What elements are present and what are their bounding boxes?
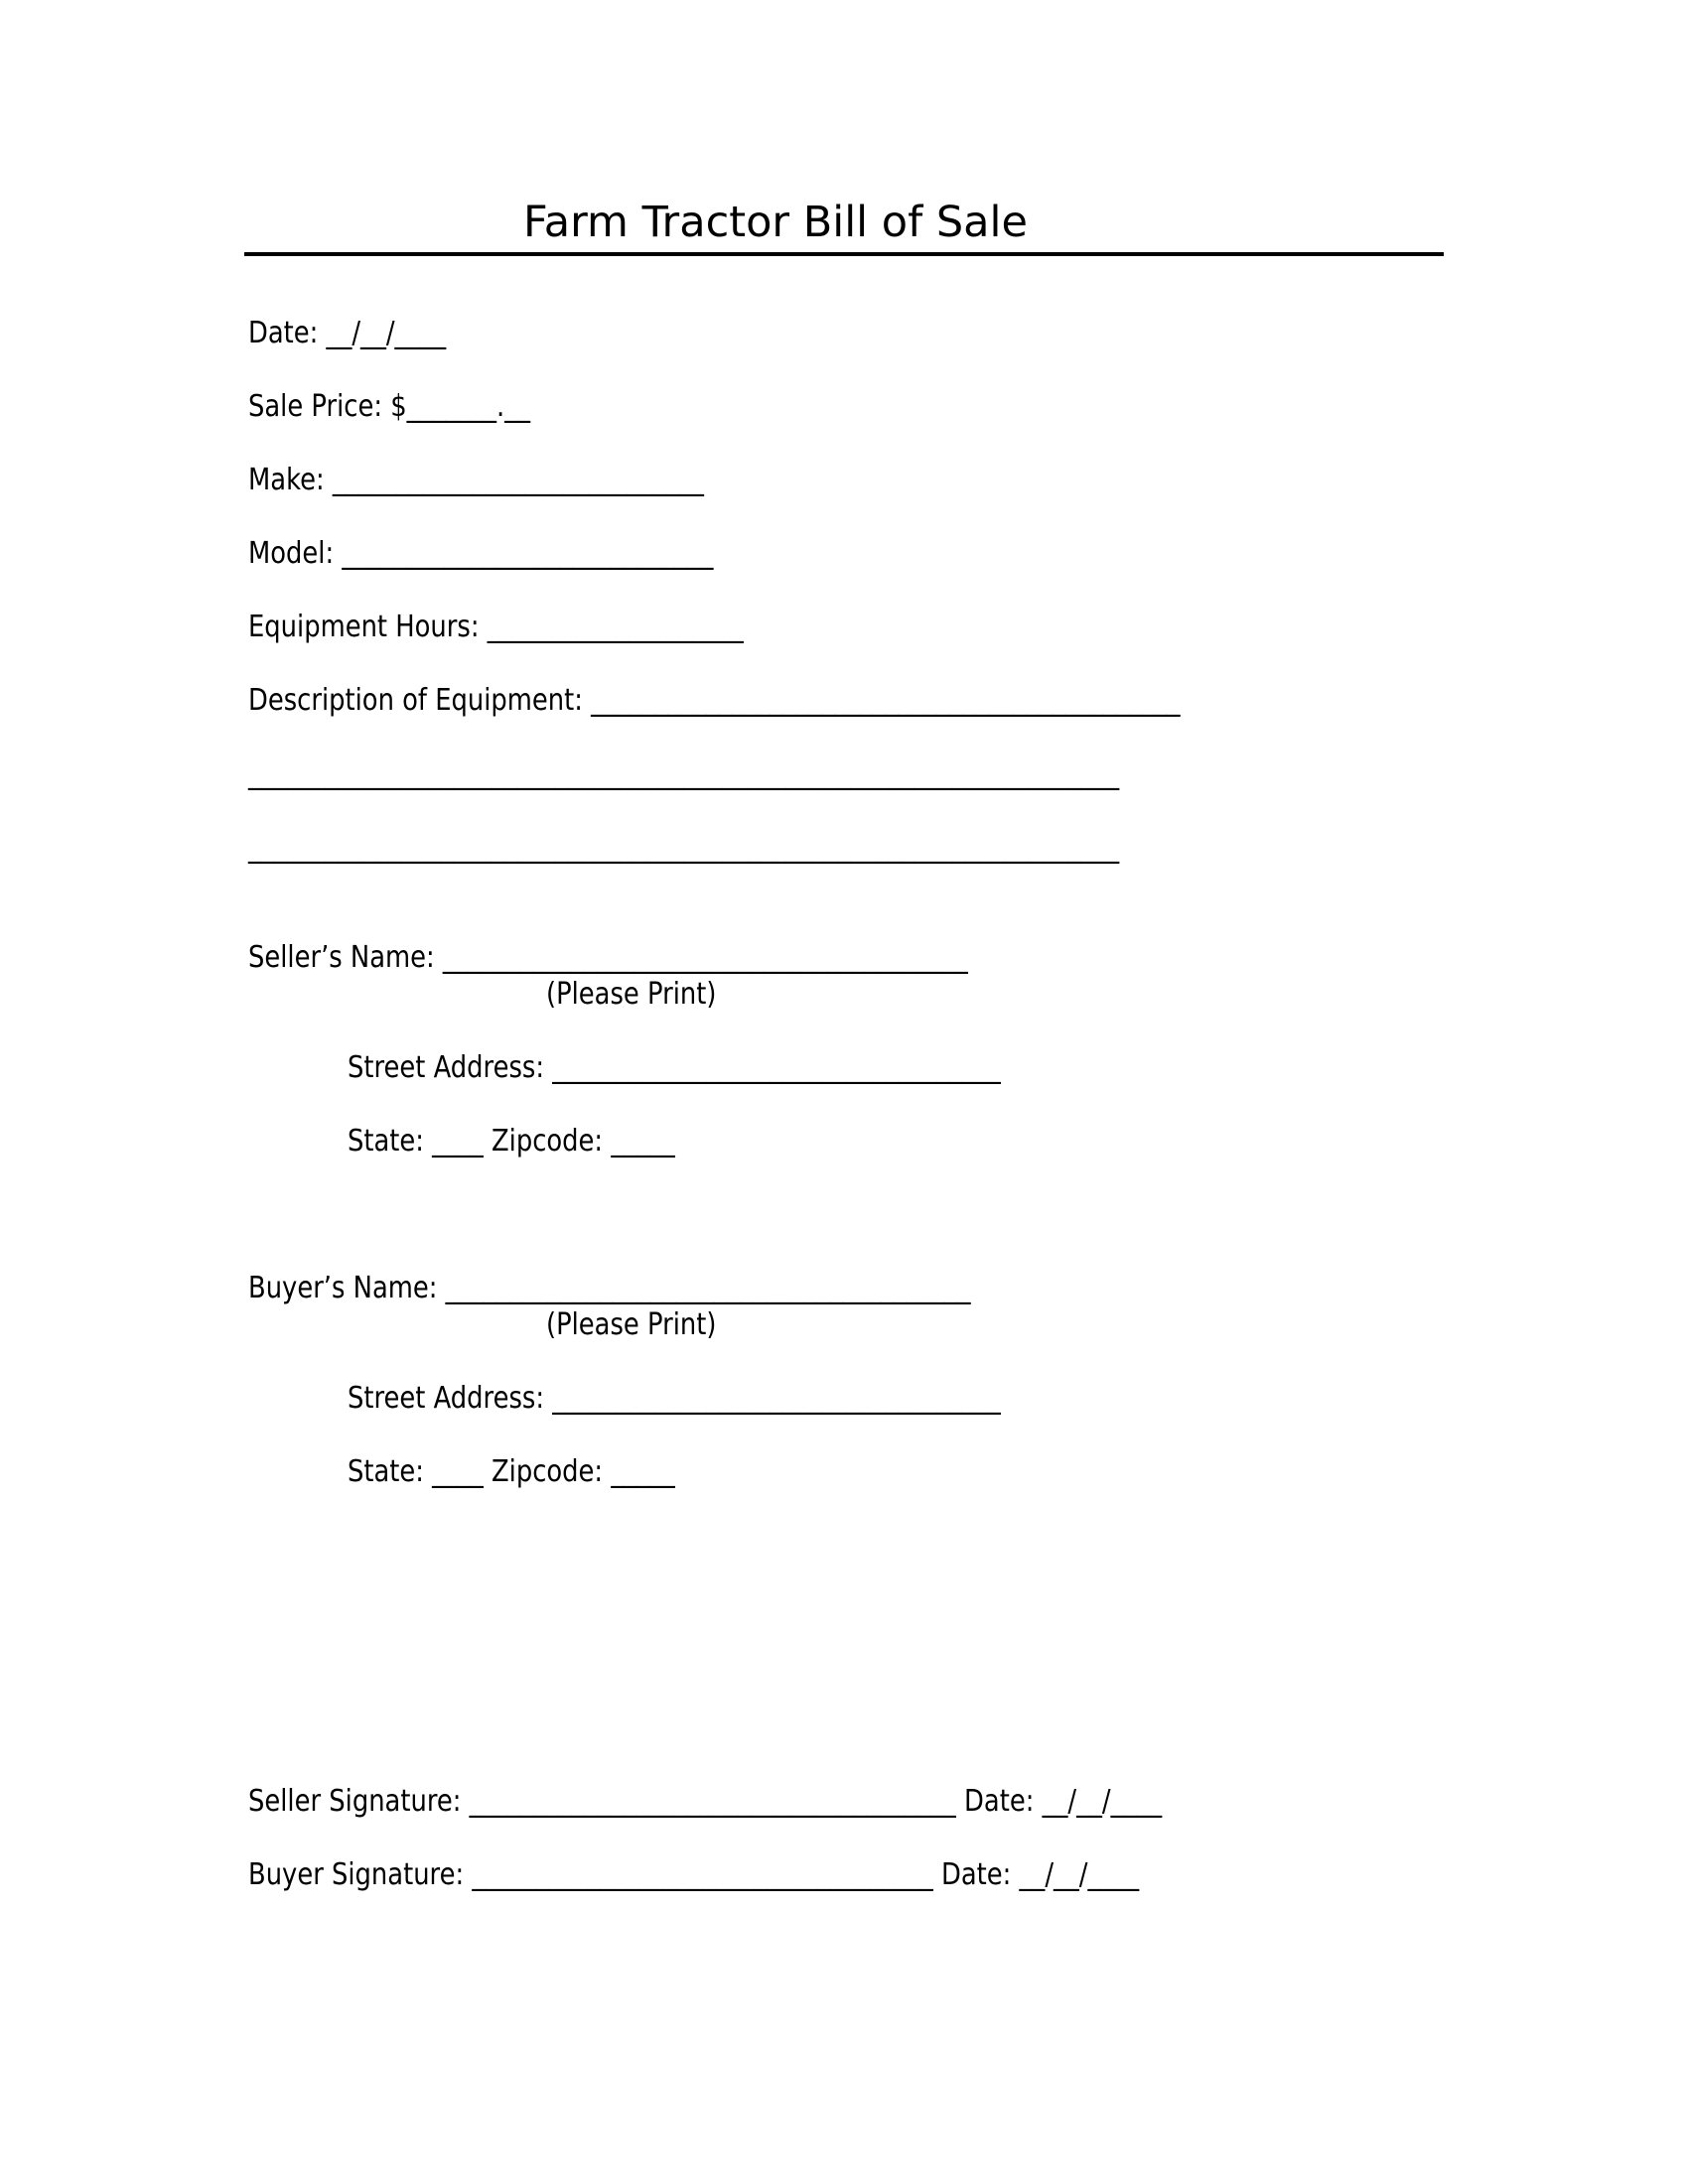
seller-signature-field[interactable]: Seller Signature: ______________________________________ Date: __/__/____	[248, 1784, 1163, 1819]
make-field[interactable]: Make: _____________________________	[248, 463, 704, 497]
page-title: Farm Tractor Bill of Sale	[523, 198, 1028, 247]
description-line-2[interactable]: ____________________________________________________________________	[248, 756, 1120, 791]
seller-state-zip-field[interactable]: State: ____ Zipcode: _____	[348, 1124, 675, 1159]
model-field[interactable]: Model: _____________________________	[248, 536, 714, 571]
title-divider	[244, 252, 1444, 256]
buyer-signature-field[interactable]: Buyer Signature: ____________________________________ Date: __/__/____	[248, 1857, 1140, 1892]
equipment-hours-field[interactable]: Equipment Hours: ____________________	[248, 610, 744, 644]
buyer-state-zip-field[interactable]: State: ____ Zipcode: _____	[348, 1454, 675, 1489]
sale-price-field[interactable]: Sale Price: $_______.__	[248, 389, 530, 424]
date-field[interactable]: Date: __/__/____	[248, 316, 447, 350]
seller-please-print-note: (Please Print)	[546, 977, 717, 1012]
buyer-please-print-note: (Please Print)	[546, 1307, 717, 1342]
description-line-3[interactable]: ____________________________________________________________________	[248, 830, 1120, 865]
buyer-name-field[interactable]: Buyer’s Name: _________________________________________	[248, 1271, 971, 1305]
seller-name-field[interactable]: Seller’s Name: _________________________________________	[248, 940, 968, 975]
seller-street-address-field[interactable]: Street Address: ___________________________________	[348, 1050, 1001, 1085]
description-field[interactable]: Description of Equipment: ______________________________________________	[248, 683, 1181, 718]
buyer-street-address-field[interactable]: Street Address: ___________________________________	[348, 1381, 1001, 1416]
